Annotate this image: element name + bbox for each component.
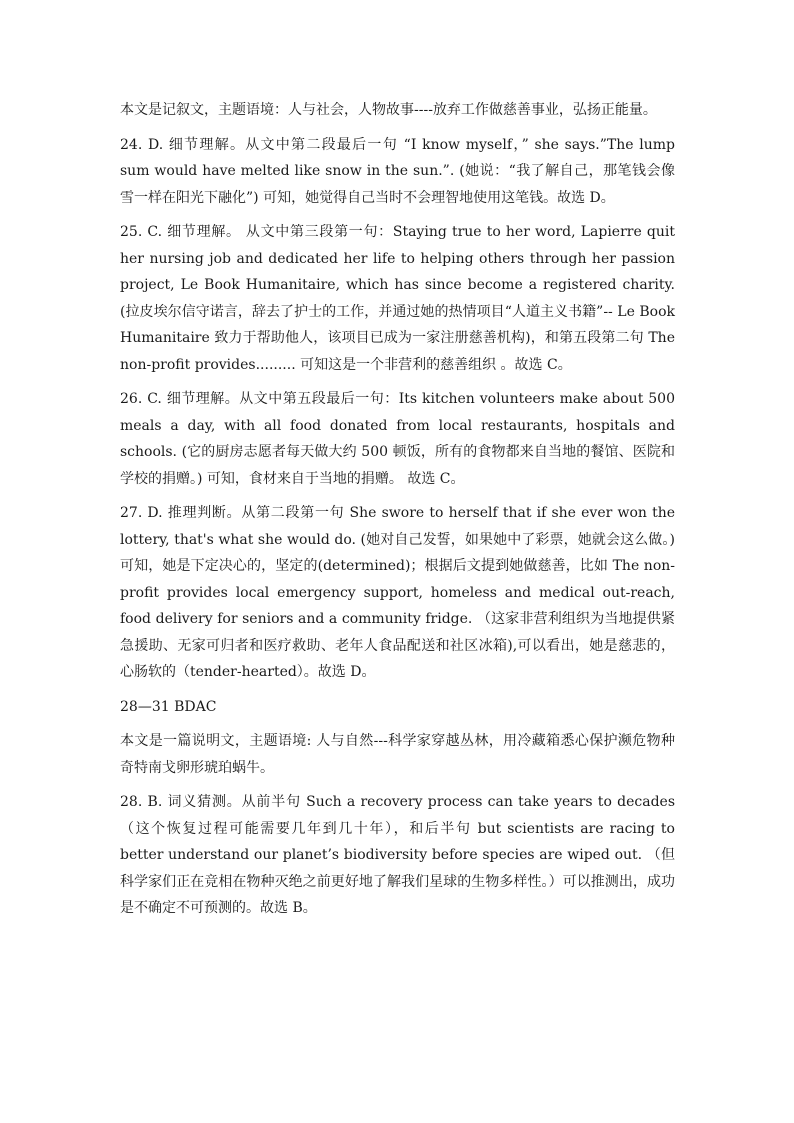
paragraph-answer-28: 28. B. 词义猜测。从前半句 Such a recovery process can take years to decades（这个恢复过程可能需要几年到几十年），和后半句 but scientists are racing to better understand our planet’s biodiversity before species are wiped out. （但科学家们正在竞相在物种灭绝之前更好地了解我们星球的生物多样性。）可以推测出，成功是不确定不可预测的。故选 B。 bbox=[120, 794, 675, 916]
paragraph-answer-24: 24. D. 细节理解。从文中第二段最后一句 “I know myself，” she says.”The lump sum would have melted like snow in the sun.”. (她说：“我了解自己，那笔钱会像雪一样在阳光下融化”) 可知，她觉得自己当时不会理智地使用这笔钱。故选 D。 bbox=[120, 136, 675, 206]
paragraph-answer-26: 26. C. 细节理解。从文中第五段最后一句：Its kitchen volunteers make about 500 meals a day, with all food donated from local restaurants, hospitals and schools. (它的厨房志愿者每天做大约 500 顿饭，所有的食物都来自当地的餐馆、医院和学校的捐赠。) 可知，食材来自于当地的捐赠。 故选 C。 bbox=[120, 391, 675, 487]
paragraph-intro-passage-2: 本文是一篇说明文，主题语境: 人与自然---科学家穿越丛林，用冷藏箱悉心保护濒危物种奇特南戈卵形琥珀蜗牛。 bbox=[120, 733, 675, 776]
paragraph-answer-27: 27. D. 推理判断。从第二段第一句 She swore to herself that if she ever won the lottery, that's what she would do. (她对自己发誓，如果她中了彩票，她就会这么做。) 可知，她是下定决心的，坚定的(determined)；根据后文提到她做慈善，比如 The non-profit provides local emergency support, homeless and medical out-reach, food delivery for seniors and a community fridge. （这家非营利组织为当地提供紧急援助、无家可归者和医疗救助、老年人食品配送和社区冰箱),可以看出，她是慈悲的，心肠软的（tender-hearted）。故选 D。 bbox=[120, 505, 675, 680]
document-body bbox=[120, 97, 675, 930]
paragraph-answer-25: 25. C. 细节理解。 从文中第三段第一句：Staying true to her word, Lapierre quit her nursing job and dedicated her life to helping others through her passion project, Le Book Humanitaire, which has since become a registered charity.(拉皮埃尔信守诺言，辞去了护士的工作，并通过她的热情项目“人道主义书籍”-- Le Book Humanitaire 致力于帮助他人，该项目已成为一家注册慈善机构)，和第五段第二句 The non-profit provides......... 可知这是一个非营利的慈善组织 。故选 C。 bbox=[120, 224, 675, 373]
paragraph-answer-key-28-31: 28—31 BDAC bbox=[120, 698, 217, 715]
paragraph-intro-passage-1: 本文是记叙文，主题语境：人与社会，人物故事----放弃工作做慈善事业，弘扬正能量。 bbox=[120, 102, 657, 118]
